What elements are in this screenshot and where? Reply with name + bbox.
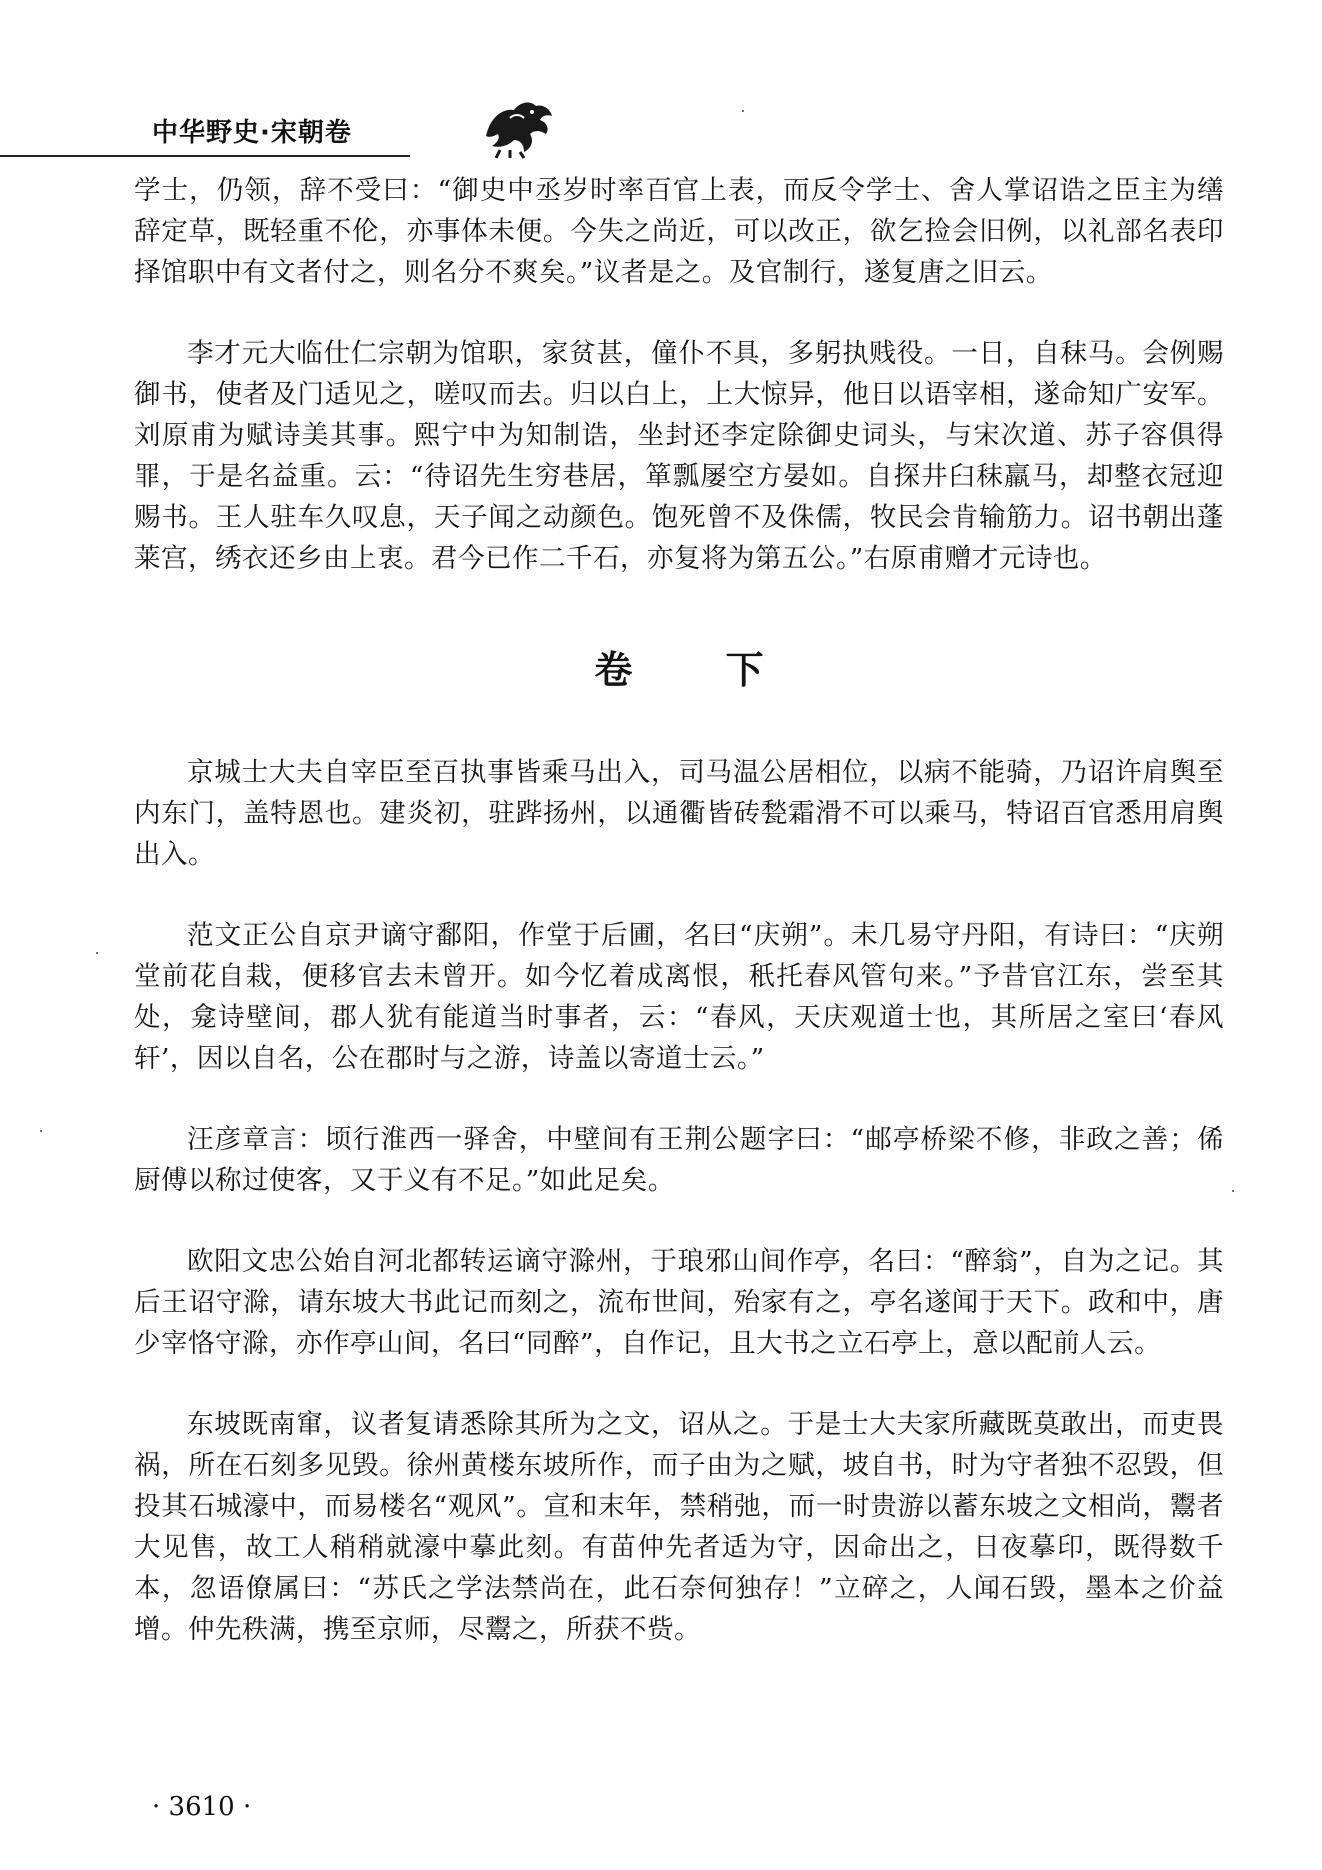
page-body [134, 170, 1224, 1650]
header-rule [0, 155, 410, 157]
scan-speck [1232, 1190, 1234, 1192]
scan-speck [96, 952, 98, 954]
paragraph-dongpo: 东坡既南窜，议者复请悉除其所为之文，诏从之。于是士大夫家所藏既莫敢出，而吏畏祸，所在石刻多见毁。徐州黄楼东坡所作，而子由为之赋，坡自书，时为守者独不忍毁，但投其石城濠中，而易楼名“观风”。宣和末年，禁稍弛，而一时贵游以蓄东坡之文相尚，鬻者大见售，故工人稍稍就濠中摹此刻。有苗仲先者适为守，因命出之，日夜摹印，既得数千本，忽语僚属曰：“苏氏之学法禁尚在，此石奈何独存！”立碎之，人闻石毁，墨本之价益增。仲先秩满，携至京师，尽鬻之，所获不赀。 [134, 1409, 1224, 1645]
running-header [152, 96, 1224, 156]
paragraph-jingcheng: 京城士大夫自宰臣至百执事皆乘马出入，司马温公居相位，以病不能骑，乃诏许肩舆至内东门，盖特恩也。建炎初，驻跸扬州，以通衢皆砖甃霜滑不可以乘马，特诏百官悉用肩舆出入。 [134, 757, 1224, 870]
book-title: 中华野史·宋朝卷 [152, 118, 352, 148]
page-number: · 3610 · [152, 1792, 252, 1822]
paragraph-li-caiyuan: 李才元大临仕仁宗朝为馆职，家贫甚，僮仆不具，多躬执贱役。一日，自秣马。会例赐御书，使者及门适见之，嗟叹而去。归以白上，上大惊异，他日以语宰相，遂命知广安军。刘原甫为赋诗美其事。熙宁中为知制诰，坐封还李定除御史词头，与宋次道、苏子容俱得罪，于是名益重。云：“待诏先生穷巷居，箪瓢屡空方晏如。自探井臼秣羸马，却整衣冠迎赐书。王人驻车久叹息，天子闻之动颜色。饱死曾不及侏儒，牧民会肯输筋力。诏书朝出蓬莱宫，绣衣还乡由上衷。君今已作二千石，亦复将为第五公。”右原甫赠才元诗也。 [134, 338, 1224, 574]
paragraph-continued: 学士，仍领，辞不受曰：“御史中丞岁时率百官上表，而反令学士、舍人掌诏诰之臣主为缮辞定草，既轻重不伦，亦事体未便。今失之尚近，可以改正，欲乞捡会旧例，以礼部名表印择馆职中有文者付之，则名分不爽矣。”议者是之。及官制行，遂复唐之旧云。 [134, 175, 1224, 288]
paragraph-ouyang-wenzhong: 欧阳文忠公始自河北都转运谪守滁州，于琅邪山间作亭，名曰：“醉翁”，自为之记。其后王诏守滁，请东坡大书此记而刻之，流布世间，殆家有之，亭名遂闻于天下。政和中，唐少宰恪守滁，亦作亭山间，名曰“同醉”，自作记，且大书之立石亭上，意以配前人云。 [134, 1246, 1224, 1359]
scan-speck [742, 110, 744, 112]
section-heading: 卷 下 [594, 648, 804, 692]
dragon-emblem-icon [480, 96, 556, 160]
paragraph-fan-wenzheng: 范文正公自京尹谪守鄱阳，作堂于后圃，名曰“庆朔”。未几易守丹阳，有诗曰：“庆朔堂前花自栽，便移官去未曾开。如今忆着成离恨，秖托春风管句来。”予昔官江东，尝至其处，龛诗壁间，郡人犹有能道当时事者，云：“春风，天庆观道士也，其所居之室曰‘春风轩’，因以自名，公在郡时与之游，诗盖以寄道士云。” [134, 920, 1224, 1074]
scan-speck [40, 1130, 42, 1132]
paragraph-wang-yanzhang: 汪彦章言：顷行淮西一驿舍，中壁间有王荆公题字曰：“邮亭桥梁不修，非政之善；俙厨傅以称过使客，又于义有不足。”如此足矣。 [134, 1124, 1224, 1196]
